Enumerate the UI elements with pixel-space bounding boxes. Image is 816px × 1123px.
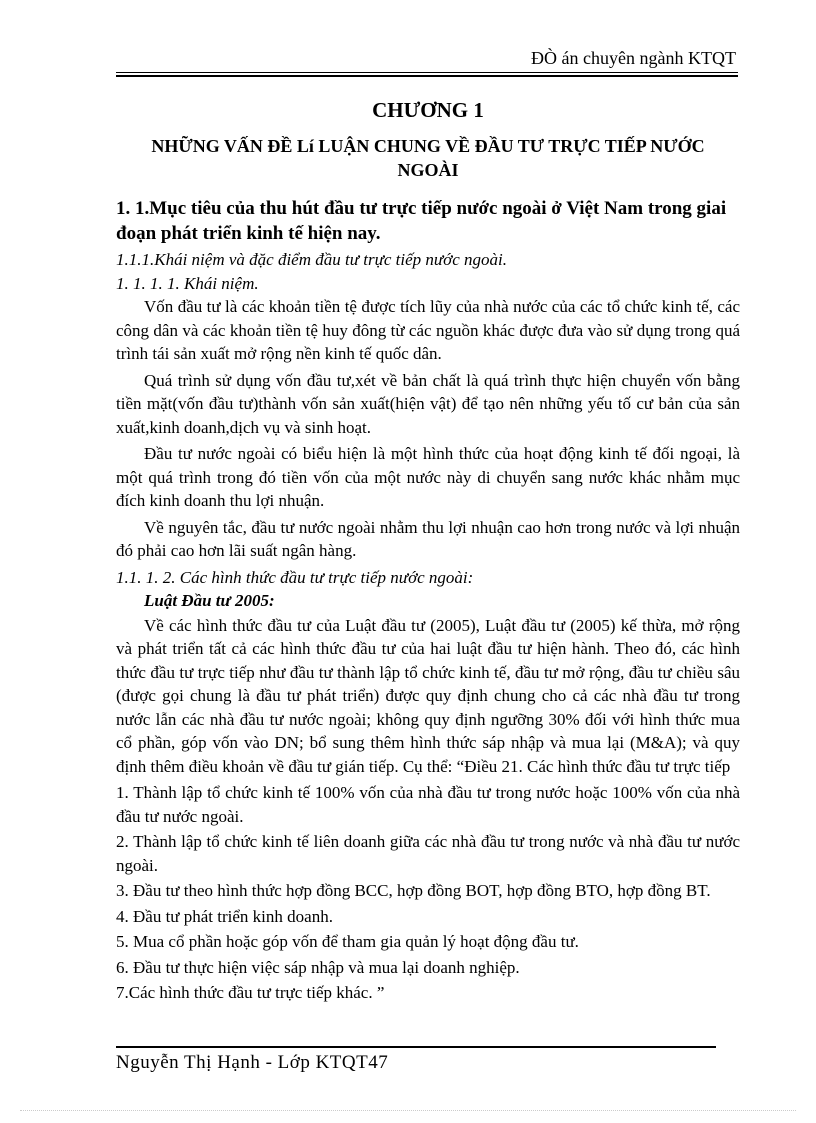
subsubsection-heading: 1. 1. 1. 1. Khái niệm. bbox=[116, 273, 259, 293]
list-item: 5. Mua cổ phần hoặc góp vốn để tham gia quản lý hoạt động đầu tư. bbox=[116, 932, 579, 951]
page-content bbox=[116, 96, 740, 1007]
list-item: 7.Các hình thức đầu tư trực tiếp khác. ” bbox=[116, 983, 385, 1002]
section-heading: 1. 1.Mục tiêu của thu hút đầu tư trực tiếp nước ngoài ở Việt Nam trong giai đoạn phát triển kinh tế hiện nay. bbox=[116, 198, 727, 244]
list-item: 3. Đầu tư theo hình thức hợp đồng BCC, hợp đồng BOT, hợp đồng BTO, hợp đồng BT. bbox=[116, 881, 711, 900]
header-rule-thick bbox=[116, 75, 738, 77]
footer-rule bbox=[116, 1046, 716, 1048]
page-edge-divider bbox=[20, 1110, 796, 1111]
paragraph: Vốn đầu tư là các khoản tiền tệ được tích lũy của nhà nước của các tổ chức kinh tế, các công dân và các khoản tiền tệ huy đông từ các nguồn khác được đưa vào sử dụng trong quá trình tái sản xuất mở rộng nền kinh tế quốc dân. bbox=[116, 297, 740, 363]
list-item: 6. Đầu tư thực hiện việc sáp nhập và mua lại doanh nghiệp. bbox=[116, 957, 520, 977]
paragraph: Về các hình thức đầu tư của Luật đầu tư (2005), Luật đầu tư (2005) kế thừa, mở rộng và phát triển tất cả các hình thức đầu tư của hai luật đầu tư hiện hành. Theo đó, các hình thức đầu tư trực tiếp như đầu tư thành lập tổ chức kinh tế, đầu tư mở rộng, đầu tư chiều sâu (được gọi chung là đầu tư phát triển) được quy định chung cho cả các nhà đầu tư trong nước lẫn các nhà đầu tư nước ngoài; không quy định ngưỡng 30% đối với hình thức mua cổ phần, góp vốn vào DN; bổ sung thêm hình thức sáp nhập và mua lại (M&A); và quy định thêm điều khoản về đầu tư gián tiếp. Cụ thể: “Điều 21. Các hình thức đầu tư trực tiếp bbox=[116, 615, 740, 776]
chapter-number: CHƯƠNG 1 bbox=[372, 98, 484, 122]
subsection-heading: 1.1.1.Khái niệm và đặc điểm đầu tư trực tiếp nước ngoài. bbox=[116, 250, 507, 269]
list-item: 1. Thành lập tổ chức kinh tế 100% vốn của nhà đầu tư trong nước hoặc 100% vốn của nhà đầu tư nước ngoài. bbox=[116, 783, 740, 826]
list-item: 2. Thành lập tổ chức kinh tế liên doanh giữa các nhà đầu tư trong nước và nhà đầu tư nước ngoài. bbox=[116, 832, 740, 875]
header-rule bbox=[116, 72, 738, 73]
law-title: Luật Đầu tư 2005: bbox=[144, 591, 275, 610]
list-item: 4. Đầu tư phát triển kinh doanh. bbox=[116, 906, 333, 926]
subsubsection-heading: 1.1. 1. 2. Các hình thức đầu tư trực tiếp nước ngoài: bbox=[116, 567, 474, 587]
running-footer: Nguyễn Thị Hạnh - Lớp KTQT47 bbox=[116, 1052, 389, 1073]
chapter-title: NHỮNG VẤN ĐỀ Lí LUẬN CHUNG VỀ ĐẦU TƯ TRỰC TIẾP NƯỚC NGOÀI bbox=[151, 136, 705, 180]
running-header: ĐÒ án chuyên ngành KTQT bbox=[531, 48, 736, 68]
paragraph: Đầu tư nước ngoài có biểu hiện là một hình thức của hoạt động kinh tế đối ngoại, là một quá trình trong đó tiền vốn của một nước này di chuyển sang nước khác nhằm mục đích kinh doanh thu lợi nhuận. bbox=[116, 444, 740, 510]
paragraph: Về nguyên tắc, đầu tư nước ngoài nhằm thu lợi nhuận cao hơn trong nước và lợi nhuận đó phải cao hơn lãi suất ngân hàng. bbox=[116, 517, 740, 560]
paragraph: Quá trình sử dụng vốn đầu tư,xét về bản chất là quá trình thực hiện chuyển vốn bằng tiền mặt(vốn đầu tư)thành vốn sản xuất(hiện vật) để tạo nên những yếu tố cư bản của sản xuất,kinh doanh,dịch vụ và sinh hoạt. bbox=[116, 370, 740, 437]
